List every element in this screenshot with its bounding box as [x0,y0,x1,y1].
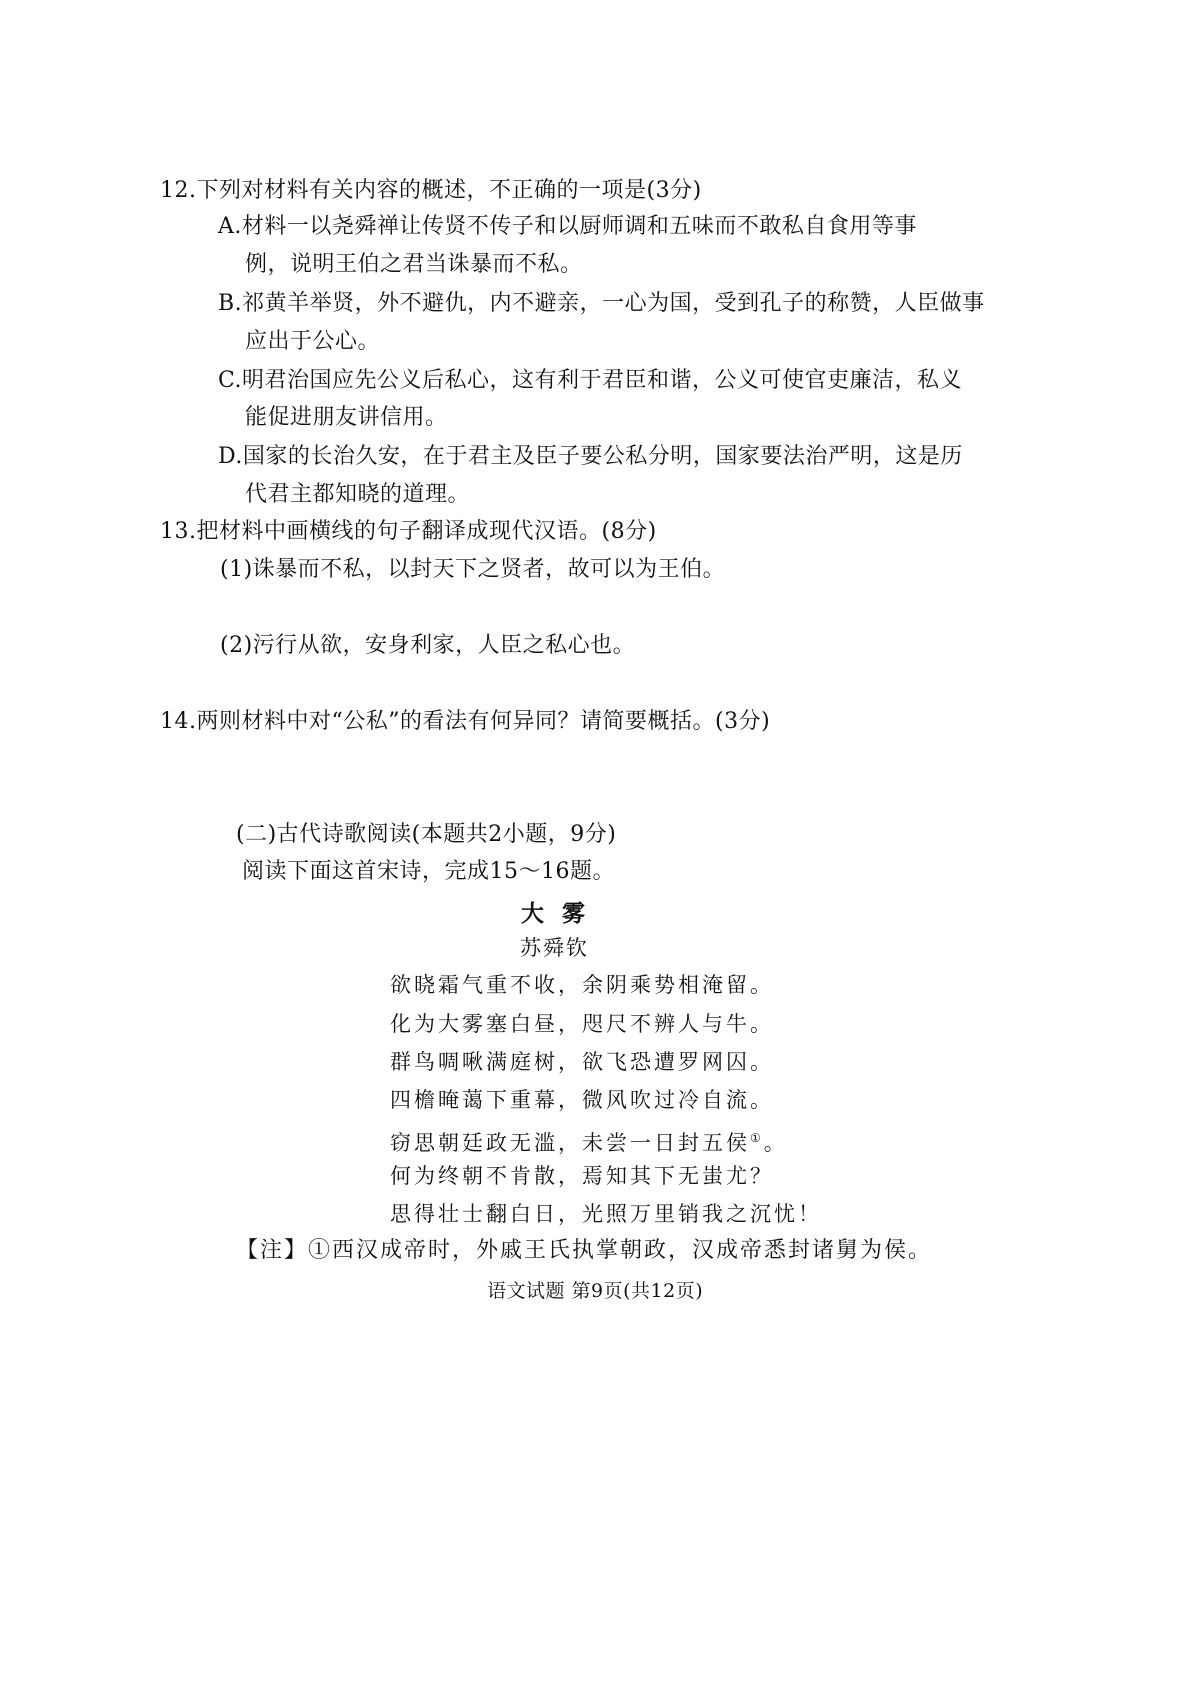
q12-option-a-line1: A.材料一以尧舜禅让传贤不传子和以厨师调和五味而不敢私自食用等事 [218,214,917,239]
q13-stem: 13.把材料中画横线的句子翻译成现代汉语。(8分) [160,519,657,544]
poem-line: 欲晓霜气重不收，余阴乘势相淹留。 [390,973,774,997]
footnote-marker: ① [750,1131,764,1145]
section-heading: (二)古代诗歌阅读(本题共2小题，9分) [236,822,617,847]
page-footer: 语文试题 第9页(共12页) [487,1280,704,1302]
poem-line: 群鸟啁啾满庭树，欲飞恐遭罗网囚。 [390,1050,774,1074]
poem-line-punct: 。 [763,1131,788,1155]
q14-stem: 14.两则材料中对“公私”的看法有何异同？请简要概括。(3分) [160,709,771,734]
poem-line-with-footnote [390,1123,788,1158]
poem-line-text: 窃思朝廷政无滥，未尝一日封五侯 [390,1131,750,1155]
poem-author: 苏舜钦 [520,936,589,960]
q12-option-b-line2: 应出于公心。 [245,329,381,354]
q12-option-d-line2: 代君主都知晓的道理。 [245,482,471,507]
q12-option-c-line2: 能促进朋友讲信用。 [245,405,448,430]
poem-line: 何为终朝不肯散，焉知其下无蚩尤？ [390,1164,774,1188]
poem-note: 【注】①西汉成帝时，外戚王氏执掌朝政，汉成帝悉封诸舅为侯。 [236,1238,933,1263]
q12-option-b-line1: B.祁黄羊举贤，外不避仇，内不避亲，一心为国，受到孔子的称赞，人臣做事 [218,291,985,316]
q13-item-2: (2)污行从欲，安身利家，人臣之私心也。 [220,633,636,658]
poem-line: 四檐晻蔼下重幕，微风吹过冷自流。 [390,1088,774,1112]
q13-item-1: (1)诛暴而不私，以封天下之贤者，故可以为王伯。 [220,557,726,582]
q12-option-d-line1: D.国家的长治久安，在于君主及臣子要公私分明，国家要法治严明，这是历 [218,444,963,469]
poem-line: 思得壮士翻白日，光照万里销我之沉忧！ [390,1202,822,1226]
poem-line: 化为大雾塞白昼，咫尺不辨人与牛。 [390,1012,774,1036]
q12-option-a-line2: 例，说明王伯之君当诛暴而不私。 [245,252,583,277]
q12-option-c-line1: C.明君治国应先公义后私心，这有利于君臣和谐，公义可使官吏廉洁，私义 [218,368,963,393]
section-instruction: 阅读下面这首宋诗，完成15～16题。 [242,859,615,884]
poem-title: 大雾 [521,900,603,927]
q12-stem: 12.下列对材料有关内容的概述，不正确的一项是(3分) [160,178,702,203]
